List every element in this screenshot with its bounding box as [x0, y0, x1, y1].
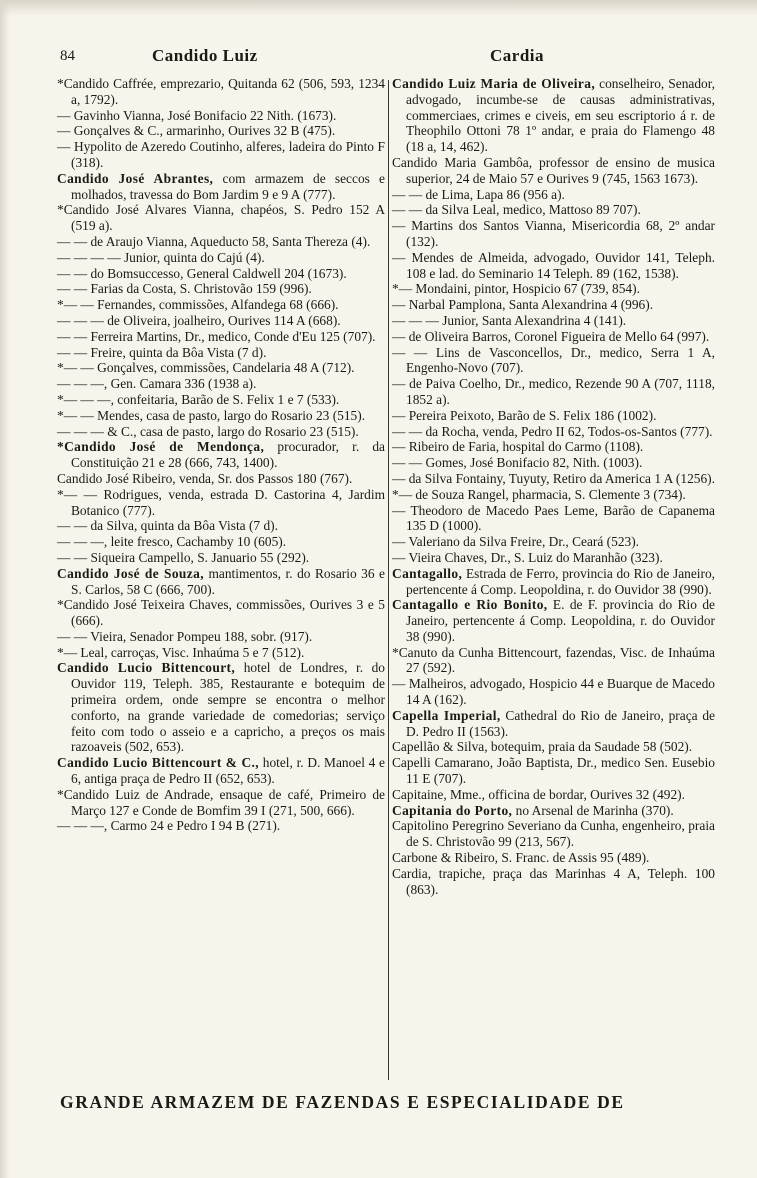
entry-text: *— de Souza Rangel, pharmacia, S. Clemente 3 (734). [392, 486, 686, 502]
entry-text: Estrada de Ferro, provincia do Rio de Janeiro, pertencente á Comp. Leopoldina, r. do Ouvidor 38 (990). [406, 565, 715, 597]
entry-text: — — da Silva, quinta da Bôa Vista (7 d). [57, 518, 278, 534]
entry-text: — Gavinho Vianna, José Bonifacio 22 Nith. (1673). [57, 107, 337, 123]
entry-text: Carbone & Ribeiro, S. Franc. de Assis 95 (489). [392, 850, 650, 866]
entry-text: E. de F. provincia do Rio de Janeiro, pertencente á Comp. Leopoldina, r. do Ouvidor 38 (990). [406, 597, 715, 644]
entry-text: — — — — Junior, quinta do Cajú (4). [57, 249, 265, 265]
right-running-head: Cardia [490, 46, 544, 65]
entry-text: — — Siqueira Campello, S. Januario 55 (292). [57, 549, 310, 565]
directory-entry [57, 408, 385, 424]
directory-entry [57, 787, 385, 819]
entry-text: — — de Lima, Lapa 86 (956 a). [392, 186, 565, 202]
entry-text: *— — —, confeitaria, Barão de S. Felix 1 e 7 (533). [57, 391, 340, 407]
scan-edge-left [0, 0, 10, 1178]
entry-text: — — da Rocha, venda, Pedro II 62, Todos-os-Santos (777). [392, 423, 713, 439]
entry-heading: Candido Lucio Bittencourt, [57, 660, 236, 676]
scan-edge-top [0, 0, 757, 16]
entry-text: — — da Silva Leal, medico, Mattoso 89 707). [392, 202, 641, 218]
entry-text: — Mendes de Almeida, advogado, Ouvidor 141, Teleph. 108 e lad. do Seminario 14 Teleph. 89 (162, 1538). [392, 249, 715, 281]
directory-entry [57, 645, 385, 661]
directory-entry [392, 297, 715, 313]
page-footer-advert: GRANDE ARMAZEM DE FAZENDAS E ESPECIALIDADE DE [60, 1092, 625, 1112]
entry-text: conselheiro, Senador, advogado, incumbe-se de causas administrativas, commerciaes, crimes e civeis, em seu escriptorio á r. de Theophilo Ottoni 78 1º andar, e praia do Flamengo 48 (18 a, 14, 462). [406, 76, 715, 155]
entry-text: — Malheiros, advogado, Hospicio 44 e Buarque de Macedo 14 A (162). [392, 676, 715, 708]
directory-entry [392, 866, 715, 898]
directory-entry [392, 503, 715, 535]
directory-entry [57, 487, 385, 519]
entry-text: — — de Araujo Vianna, Aqueducto 58, Santa Thereza (4). [57, 233, 371, 249]
entry-text: *Candido Luiz de Andrade, ensaque de café, Primeiro de Março 127 e Conde de Bomfim 39 I (271, 500, 666). [57, 786, 385, 818]
entry-text: Capellão & Silva, botequim, praia da Saudade 58 (502). [392, 739, 693, 755]
directory-entry [392, 313, 715, 329]
entry-heading: Candido Luiz Maria de Oliveira, [392, 76, 596, 91]
directory-entry [57, 108, 385, 124]
directory-entry [57, 660, 385, 755]
entry-text: — — —, Gen. Camara 336 (1938 a). [57, 376, 257, 392]
directory-entry [392, 803, 715, 819]
directory-entry [392, 597, 715, 644]
directory-entry [392, 376, 715, 408]
entry-text: *Canuto da Cunha Bittencourt, fazendas, Visc. de Inhaúma 27 (592). [392, 644, 715, 676]
entry-heading: Capella Imperial, [392, 707, 501, 723]
directory-entry [57, 123, 385, 139]
directory-entry [392, 566, 715, 598]
directory-entry [57, 171, 385, 203]
directory-entry [57, 76, 385, 108]
entry-text: Candido Maria Gambôa, professor de ensino de musica superior, 24 de Maio 57 e Ourives 9 (745, 1563 1673). [392, 154, 715, 186]
directory-entry [57, 376, 385, 392]
entry-text: — — —, Carmo 24 e Pedro I 94 B (271). [57, 818, 281, 834]
entry-text: *— — Gonçalves, commissões, Candelaria 48 A (712). [57, 360, 355, 376]
directory-entry [57, 629, 385, 645]
directory-entry [57, 566, 385, 598]
directory-entry [392, 850, 715, 866]
directory-entry [57, 202, 385, 234]
directory-entry [392, 408, 715, 424]
directory-entry [57, 518, 385, 534]
entry-heading: Capitania do Porto, [392, 802, 513, 818]
entry-text: — Theodoro de Macedo Paes Leme, Barão de Capanema 135 D (1000). [392, 502, 715, 534]
entry-text: *— Leal, carroças, Visc. Inhaúma 5 e 7 (512). [57, 644, 305, 660]
entry-text: *— Mondaini, pintor, Hospicio 67 (739, 854). [392, 281, 640, 297]
column-divider [388, 80, 389, 1080]
directory-entry [392, 76, 715, 155]
entry-text: *— — Mendes, casa de pasto, largo do Rosario 23 (515). [57, 407, 366, 423]
directory-entry [57, 250, 385, 266]
directory-entry [392, 250, 715, 282]
directory-entry [392, 345, 715, 377]
directory-entry [57, 266, 385, 282]
entry-heading: Candido José Abrantes, [57, 170, 214, 186]
directory-entry [392, 787, 715, 803]
entry-text: — Vieira Chaves, Dr., S. Luiz do Maranhão (323). [392, 549, 663, 565]
directory-entry [57, 234, 385, 250]
directory-entry [57, 345, 385, 361]
entry-text: Cathedral do Rio de Janeiro, praça de D. Pedro II (1563). [406, 707, 715, 739]
entry-text: hotel, r. D. Manoel 4 e 6, antiga praça de Pedro II (652, 653). [71, 755, 386, 787]
directory-entry [57, 281, 385, 297]
entry-text: *Candido Caffrée, emprezario, Quitanda 62 (506, 593, 1234 a, 1792). [57, 76, 385, 107]
directory-entry [57, 329, 385, 345]
entry-text: Capitaine, Mme., officina de bordar, Ourives 32 (492). [392, 786, 685, 802]
entry-text: no Arsenal de Marinha (370). [512, 802, 674, 818]
left-running-head: Candido Luiz [152, 46, 258, 65]
directory-entry [392, 818, 715, 850]
directory-entry [392, 455, 715, 471]
entry-text: — Hypolito de Azeredo Coutinho, alferes, ladeira do Pinto F (318). [57, 139, 385, 170]
entry-text: — — Vieira, Senador Pompeu 188, sobr. (917). [57, 628, 313, 644]
entry-text: *Candido José Alvares Vianna, chapéos, S. Pedro 152 A (519 a). [57, 202, 385, 234]
directory-entry [57, 550, 385, 566]
entry-text: — — Farias da Costa, S. Christovão 159 (996). [57, 281, 312, 297]
directory-entry [392, 155, 715, 187]
directory-entry [57, 755, 385, 787]
directory-entry [392, 739, 715, 755]
directory-entry [57, 360, 385, 376]
entry-text: *— — Rodrigues, venda, estrada D. Castorina 4, Jardim Botanico (777). [57, 486, 385, 518]
entry-text: — Gonçalves & C., armarinho, Ourives 32 B (475). [57, 123, 336, 139]
entry-text: com armazem de seccos e molhados, travessa do Bom Jardim 9 e 9 A (777). [71, 170, 385, 202]
entry-text: — — — de Oliveira, joalheiro, Ourives 114 A (668). [57, 312, 341, 328]
left-column [57, 76, 385, 834]
entry-text: Capitolino Peregrino Severiano da Cunha, engenheiro, praia de S. Christovão 99 (213, 567). [392, 818, 715, 850]
entry-text: — de Oliveira Barros, Coronel Figueira de Mello 64 (997). [392, 328, 710, 344]
directory-entry [392, 471, 715, 487]
directory-entry [57, 392, 385, 408]
directory-entry [57, 597, 385, 629]
entry-text: — — Ferreira Martins, Dr., medico, Conde d'Eu 125 (707). [57, 328, 376, 344]
entry-text: — — Freire, quinta da Bôa Vista (7 d). [57, 344, 267, 360]
directory-entry [57, 297, 385, 313]
entry-heading: *Candido José de Mendonça, [57, 439, 265, 455]
directory-entry [392, 708, 715, 740]
directory-entry [392, 424, 715, 440]
entry-heading: Candido Lucio Bittencourt & C., [57, 755, 260, 771]
entry-heading: Cantagallo e Rio Bonito, [392, 597, 548, 613]
directory-entry [392, 281, 715, 297]
directory-entry [392, 534, 715, 550]
entry-text: — Pereira Peixoto, Barão de S. Felix 186 (1002). [392, 407, 657, 423]
directory-entry [57, 471, 385, 487]
entry-text: procurador, r. da Constituição 21 e 28 (666, 743, 1400). [71, 439, 385, 471]
entry-text: — Martins dos Santos Vianna, Misericordia 68, 2º andar (132). [392, 218, 715, 249]
entry-text: hotel de Londres, r. do Ouvidor 119, Teleph. 385, Restaurante e botequim de primeira ordem, onde sempre se encontra o melhor conforto, na grande variedade de comedorias; serviço feito com todo o asseio e a capricho, a preços os mais razoaveis (502, 653). [71, 660, 385, 755]
entry-text: — de Paiva Coelho, Dr., medico, Rezende 90 A (707, 1118, 1852 a). [392, 376, 715, 407]
entry-text: — Valeriano da Silva Freire, Dr., Ceará (523). [392, 534, 640, 550]
entry-text: — — Lins de Vasconcellos, Dr., medico, Serra 1 A, Engenho-Novo (707). [392, 344, 715, 376]
directory-entry [392, 645, 715, 677]
directory-entry [57, 424, 385, 440]
entry-text: — — do Bomsuccesso, General Caldwell 204 (1673). [57, 265, 347, 281]
entry-text: — Ribeiro de Faria, hospital do Carmo (1108). [392, 439, 644, 455]
page-header [60, 44, 710, 70]
entry-text: *Candido José Teixeira Chaves, commissões, Ourives 3 e 5 (666). [57, 597, 385, 629]
entry-text: — da Silva Fontainy, Tuyuty, Retiro da America 1 A (1256). [392, 470, 715, 486]
directory-entry [392, 187, 715, 203]
directory-entry [392, 550, 715, 566]
directory-entry [392, 755, 715, 787]
directory-entry [392, 439, 715, 455]
directory-entry [392, 329, 715, 345]
entry-text: *— — Fernandes, commissões, Alfandega 68 (666). [57, 297, 339, 313]
entry-heading: Cantagallo, [392, 565, 463, 581]
directory-entry [57, 439, 385, 471]
directory-entry [57, 534, 385, 550]
directory-entry [392, 487, 715, 503]
entry-text: Capelli Camarano, João Baptista, Dr., medico Sen. Eusebio 11 E (707). [392, 755, 715, 787]
right-column [392, 76, 715, 897]
entry-heading: Candido José de Souza, [57, 565, 204, 581]
entry-text: mantimentos, r. do Rosario 36 e S. Carlos, 58 C (666, 700). [71, 565, 385, 597]
directory-entry [57, 139, 385, 171]
entry-text: — — — Junior, Santa Alexandrina 4 (141). [392, 312, 627, 328]
entry-text: Cardia, trapiche, praça das Marinhas 4 A, Teleph. 100 (863). [392, 865, 715, 897]
entry-text: — Narbal Pamplona, Santa Alexandrina 4 (996). [392, 297, 654, 313]
page-number: 84 [60, 48, 75, 64]
directory-entry [392, 218, 715, 250]
entry-text: — — — & C., casa de pasto, largo do Rosario 23 (515). [57, 423, 359, 439]
directory-entry [392, 676, 715, 708]
directory-entry [57, 313, 385, 329]
entry-text: — — Gomes, José Bonifacio 82, Nith. (1003). [392, 455, 643, 471]
directory-entry [392, 202, 715, 218]
entry-text: — — —, leite fresco, Cachamby 10 (605). [57, 534, 287, 550]
directory-entry [57, 818, 385, 834]
entry-text: Candido José Ribeiro, venda, Sr. dos Passos 180 (767). [57, 470, 353, 486]
